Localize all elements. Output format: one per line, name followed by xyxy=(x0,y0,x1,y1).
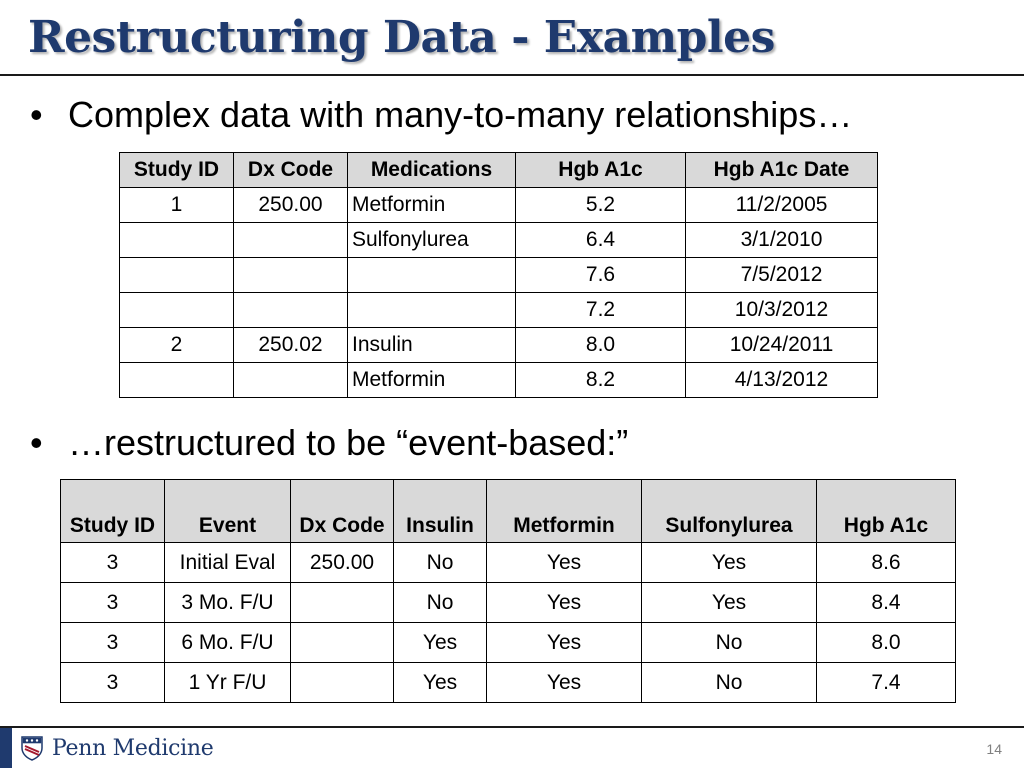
table-cell: 8.4 xyxy=(817,583,956,623)
bullet-2-text: …restructured to be “event-based:” xyxy=(68,422,629,463)
bullet-1 xyxy=(30,94,852,136)
table-cell xyxy=(234,293,348,328)
table-cell xyxy=(120,363,234,398)
table-cell: No xyxy=(394,543,487,583)
table-cell: 3/1/2010 xyxy=(686,223,878,258)
table-row xyxy=(61,583,956,623)
table-cell xyxy=(120,258,234,293)
table-row xyxy=(120,293,878,328)
table-cell: 8.2 xyxy=(516,363,686,398)
table-cell xyxy=(348,293,516,328)
table-cell: 6 Mo. F/U xyxy=(165,623,291,663)
penn-shield-icon xyxy=(20,735,44,761)
table-row xyxy=(61,663,956,703)
table-cell: Yes xyxy=(487,583,642,623)
column-header: Event xyxy=(165,480,291,543)
table-cell: Initial Eval xyxy=(165,543,291,583)
table-cell: 3 xyxy=(61,583,165,623)
table-cell xyxy=(291,583,394,623)
table-cell xyxy=(120,223,234,258)
bullet-1-text: Complex data with many-to-many relationships… xyxy=(68,94,853,135)
table-cell: No xyxy=(642,663,817,703)
table-cell: Yes xyxy=(487,623,642,663)
table-cell: No xyxy=(394,583,487,623)
table-cell: 250.00 xyxy=(234,188,348,223)
table-cell: 10/24/2011 xyxy=(686,328,878,363)
table-cell: 1 Yr F/U xyxy=(165,663,291,703)
table-row xyxy=(120,363,878,398)
table-cell: 3 Mo. F/U xyxy=(165,583,291,623)
table-cell: 7.2 xyxy=(516,293,686,328)
table-cell: 4/13/2012 xyxy=(686,363,878,398)
table-cell: Yes xyxy=(394,623,487,663)
footer-accent-strip xyxy=(0,728,12,768)
footer-divider xyxy=(0,726,1024,728)
table-cell: 10/3/2012 xyxy=(686,293,878,328)
column-header: Hgb A1c Date xyxy=(686,153,878,188)
table-cell: 1 xyxy=(120,188,234,223)
table-row xyxy=(61,623,956,663)
table-cell: 7.6 xyxy=(516,258,686,293)
table-cell: Yes xyxy=(487,543,642,583)
table-cell xyxy=(291,663,394,703)
table-cell: 250.02 xyxy=(234,328,348,363)
table-cell: 3 xyxy=(61,663,165,703)
bullet-2 xyxy=(30,422,628,464)
table-cell xyxy=(120,293,234,328)
column-header: Hgb A1c xyxy=(817,480,956,543)
table-cell: Yes xyxy=(642,543,817,583)
table-header-row xyxy=(120,153,878,188)
column-header: Dx Code xyxy=(234,153,348,188)
column-header: Dx Code xyxy=(291,480,394,543)
table-cell: Metformin xyxy=(348,188,516,223)
table-cell: Yes xyxy=(487,663,642,703)
table-cell: 11/2/2005 xyxy=(686,188,878,223)
table-cell: 7/5/2012 xyxy=(686,258,878,293)
table-header-row xyxy=(61,480,956,543)
table-row xyxy=(120,258,878,293)
logo-text: Penn Medicine xyxy=(52,735,214,761)
table-cell: 8.0 xyxy=(516,328,686,363)
page-number: 14 xyxy=(986,741,1002,757)
table-cell: 5.2 xyxy=(516,188,686,223)
table-cell: 250.00 xyxy=(291,543,394,583)
column-header: Study ID xyxy=(120,153,234,188)
table-cell xyxy=(234,258,348,293)
slide-title: Restructuring Data - Examples xyxy=(28,12,775,63)
table-cell: 7.4 xyxy=(817,663,956,703)
title-divider xyxy=(0,74,1024,76)
table-cell: 8.0 xyxy=(817,623,956,663)
table-row xyxy=(120,223,878,258)
column-header: Hgb A1c xyxy=(516,153,686,188)
table-row xyxy=(120,188,878,223)
table-cell xyxy=(234,223,348,258)
table-cell xyxy=(291,623,394,663)
table-row xyxy=(120,328,878,363)
column-header: Metformin xyxy=(487,480,642,543)
table-cell: 3 xyxy=(61,623,165,663)
table-cell: Sulfonylurea xyxy=(348,223,516,258)
table-cell: 3 xyxy=(61,543,165,583)
table-cell: 8.6 xyxy=(817,543,956,583)
many-to-many-table xyxy=(119,152,878,398)
table-cell: Insulin xyxy=(348,328,516,363)
table-cell xyxy=(234,363,348,398)
event-based-table xyxy=(60,479,956,703)
bullet-1-marker: • xyxy=(30,94,43,135)
penn-medicine-logo xyxy=(20,735,213,761)
table-cell: 2 xyxy=(120,328,234,363)
table-cell: Yes xyxy=(394,663,487,703)
table-row xyxy=(61,543,956,583)
table-cell: No xyxy=(642,623,817,663)
column-header: Insulin xyxy=(394,480,487,543)
column-header: Study ID xyxy=(61,480,165,543)
bullet-2-marker: • xyxy=(30,422,43,463)
column-header: Medications xyxy=(348,153,516,188)
column-header: Sulfonylurea xyxy=(642,480,817,543)
table-cell: 6.4 xyxy=(516,223,686,258)
table-cell: Metformin xyxy=(348,363,516,398)
table-cell xyxy=(348,258,516,293)
table-cell: Yes xyxy=(642,583,817,623)
